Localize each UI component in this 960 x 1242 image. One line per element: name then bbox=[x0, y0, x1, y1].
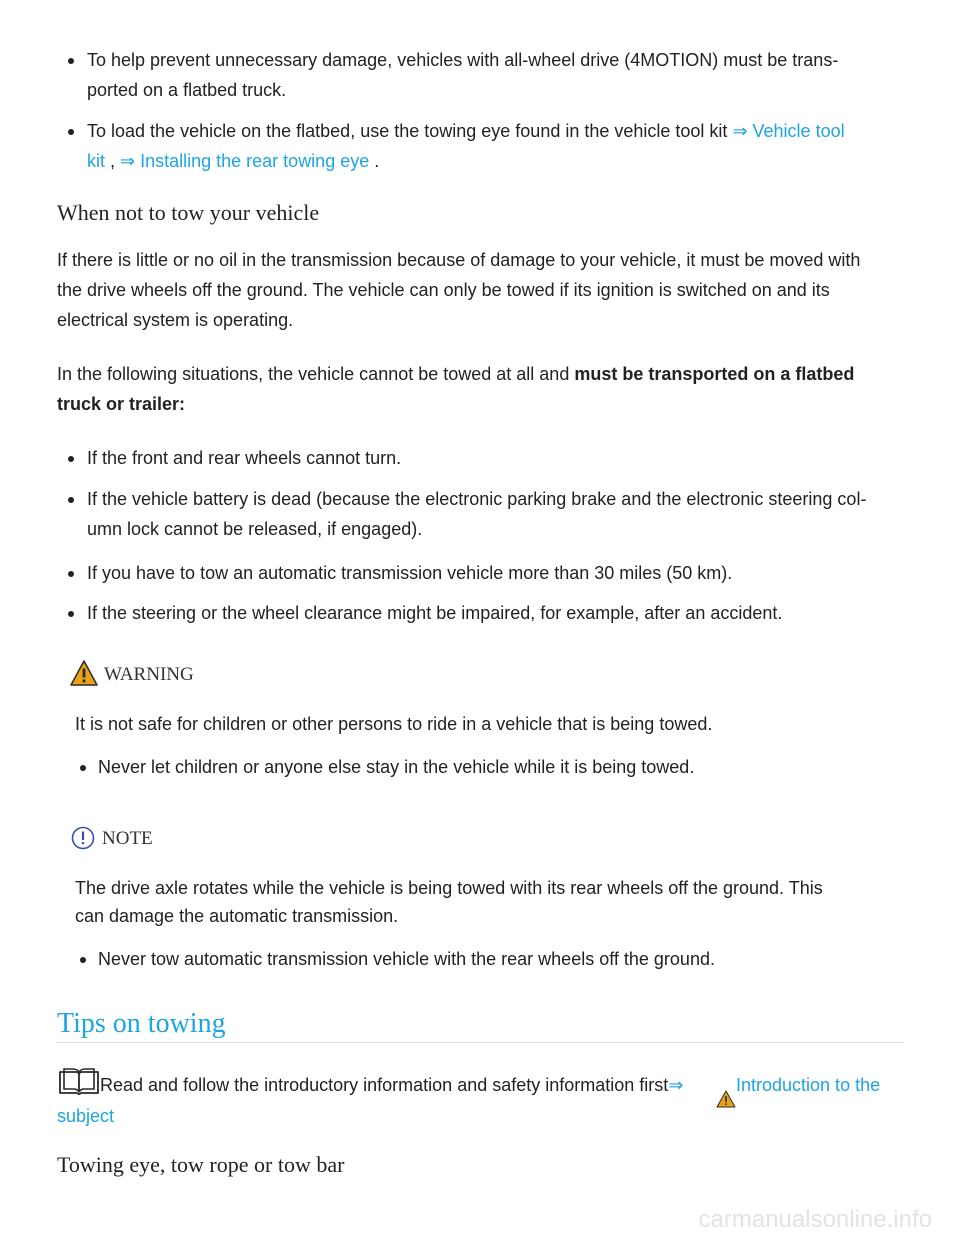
list-item: To help prevent unnecessary damage, vehicles with all-wheel drive (4MOTION) must be trans- bbox=[87, 50, 839, 70]
list-item: If the vehicle battery is dead (because the electronic parking brake and the electronic steering col- bbox=[87, 489, 867, 509]
divider bbox=[57, 1042, 904, 1043]
vehicle-tool-kit-link[interactable]: ⇒ Vehicle tool bbox=[732, 121, 845, 141]
installing-rear-towing-eye-link[interactable]: ⇒ Installing the rear towing eye bbox=[120, 151, 370, 171]
bullet-dot bbox=[68, 611, 74, 617]
introduction-link-cont[interactable]: subject bbox=[57, 1106, 115, 1126]
warning-text: It is not safe for children or other persons to ride in a vehicle that is being towed. bbox=[75, 714, 713, 734]
note-bullet: Never tow automatic transmission vehicle with the rear wheels off the ground. bbox=[98, 949, 715, 969]
paragraph-text: In the following situations, the vehicle cannot be towed at all and bbox=[57, 364, 575, 384]
book-icon bbox=[58, 1068, 100, 1096]
arrow[interactable]: ⇒ bbox=[668, 1075, 684, 1095]
paragraph-line: the drive wheels off the ground. The vehicle can only be towed if its ignition is switched on and its bbox=[57, 280, 830, 300]
vehicle-tool-kit-link-cont[interactable]: kit bbox=[87, 151, 105, 171]
watermark: carmanualsonline.info bbox=[698, 1206, 932, 1233]
note-text: The drive axle rotates while the vehicle is being towed with its rear wheels off the ground. This bbox=[75, 878, 823, 898]
paragraph-line bbox=[57, 359, 917, 389]
note-text: can damage the automatic transmission. bbox=[75, 906, 399, 926]
list-item-continued: ported on a flatbed truck. bbox=[87, 80, 287, 100]
warning-bullet: Never let children or anyone else stay in the vehicle while it is being towed. bbox=[98, 757, 695, 777]
paragraph-line: electrical system is operating. bbox=[57, 310, 294, 330]
list-item bbox=[87, 116, 845, 146]
bullet-dot bbox=[68, 58, 74, 64]
note-title: NOTE bbox=[102, 828, 153, 849]
bullet-dot bbox=[68, 497, 74, 503]
period: . bbox=[369, 151, 380, 171]
section-heading: When not to tow your vehicle bbox=[57, 200, 320, 225]
warning-title: WARNING bbox=[104, 664, 194, 685]
bullet-dot bbox=[68, 456, 74, 462]
list-item: If the front and rear wheels cannot turn. bbox=[87, 448, 402, 468]
list-item-text: To load the vehicle on the flatbed, use the towing eye found in the vehicle tool kit bbox=[87, 121, 733, 141]
list-item: If the steering or the wheel clearance might be impaired, for example, after an accident. bbox=[87, 603, 783, 623]
intro-text: Read and follow the introductory information and safety information first bbox=[100, 1075, 669, 1095]
warning-icon bbox=[70, 660, 98, 686]
intro-line bbox=[100, 1070, 683, 1100]
bold-text: truck or trailer: bbox=[57, 394, 186, 414]
list-item-continued bbox=[87, 146, 379, 176]
bullet-dot bbox=[68, 571, 74, 577]
section-heading-tips-on-towing: Tips on towing bbox=[57, 1008, 226, 1039]
list-item-continued: umn lock cannot be released, if engaged). bbox=[87, 519, 423, 539]
bullet-dot bbox=[68, 129, 74, 135]
warning-small-icon bbox=[716, 1090, 736, 1108]
bold-text: must be transported on a flatbed bbox=[574, 364, 855, 384]
separator: , bbox=[105, 151, 121, 171]
paragraph-line: If there is little or no oil in the transmission because of damage to your vehicle, it must be moved with bbox=[57, 250, 861, 270]
bullet-dot bbox=[80, 957, 86, 963]
introduction-link[interactable]: Introduction to the bbox=[736, 1075, 881, 1095]
exclamation-circle-icon bbox=[71, 826, 95, 850]
paragraph-line bbox=[57, 389, 917, 419]
bullet-dot bbox=[80, 765, 86, 771]
subsection-heading: Towing eye, tow rope or tow bar bbox=[57, 1152, 345, 1177]
list-item: If you have to tow an automatic transmission vehicle more than 30 miles (50 km). bbox=[87, 563, 733, 583]
